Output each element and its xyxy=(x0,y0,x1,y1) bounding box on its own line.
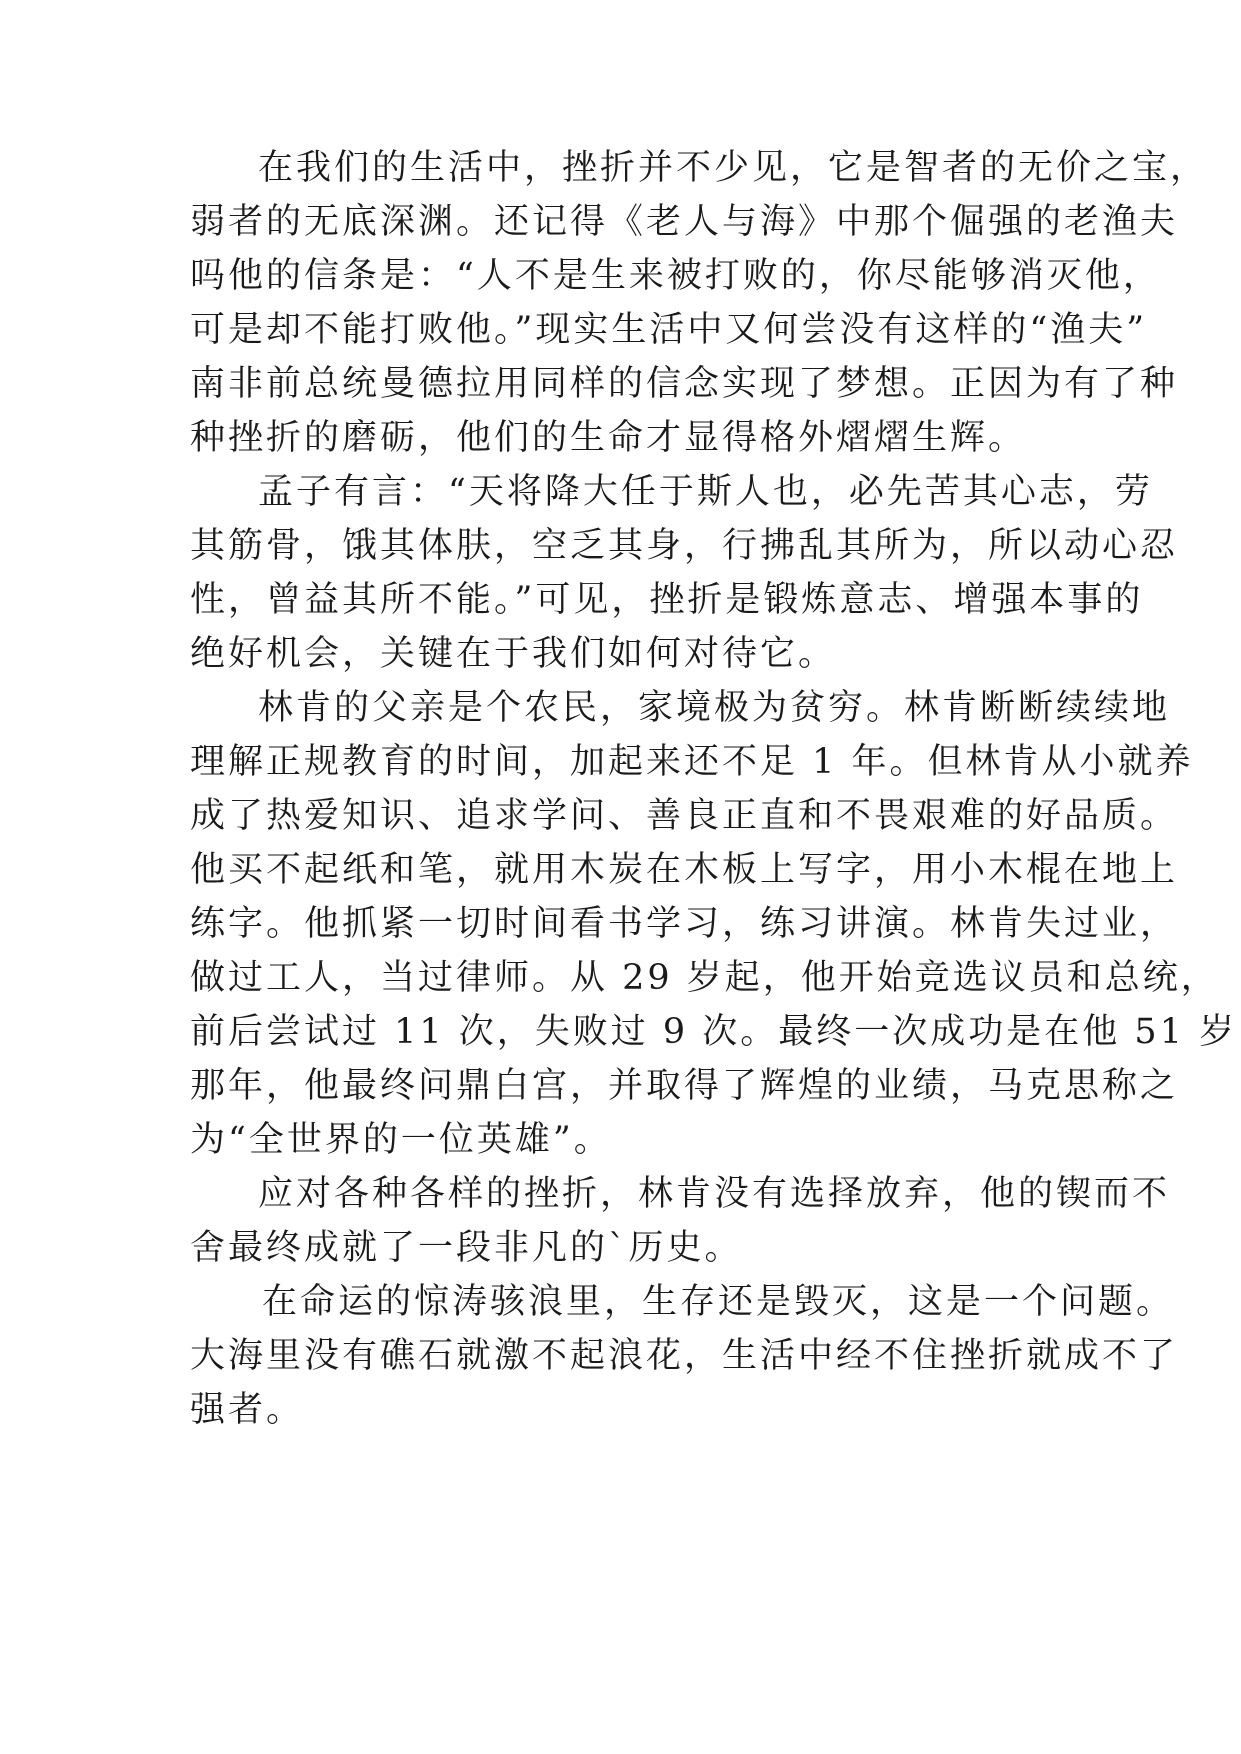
text-line: 强者。 xyxy=(190,1390,305,1430)
text-line: 理解正规教育的时间，加起来还不足 1 年。但林肯从小就养 xyxy=(190,742,1194,782)
text-line: 在我们的生活中，挫折并不少见，它是智者的无价之宝， xyxy=(258,148,1209,188)
text-line: 成了热爱知识、追求学问、善良正直和不畏艰难的好品质。 xyxy=(190,796,1179,836)
text-line: 为“全世界的一位英雄”。 xyxy=(190,1120,612,1160)
text-line: 南非前总统曼德拉用同样的信念实现了梦想。正因为有了种 xyxy=(190,364,1179,404)
text-line: 可是却不能打败他。”现实生活中又何尝没有这样的“渔夫” xyxy=(190,310,1148,350)
text-line: 孟子有言：“天将降大任于斯人也，必先苦其心志，劳 xyxy=(258,472,1153,512)
text-line: 种挫折的磨砺，他们的生命才显得格外熠熠生辉。 xyxy=(190,418,1027,458)
text-line: 做过工人，当过律师。从 29 岁起，他开始竞选议员和总统， xyxy=(190,958,1219,998)
text-line: 练字。他抓紧一切时间看书学习，练习讲演。林肯失过业， xyxy=(190,904,1179,944)
text-line: 前后尝试过 11 次，失败过 9 次。最终一次成功是在他 51 岁 xyxy=(190,1012,1238,1052)
text-line: 在命运的惊涛骇浪里，生存还是毁灭，这是一个问题。 xyxy=(262,1282,1175,1322)
text-line: 吗他的信条是：“人不是生来被打败的，你尽能够消灭他， xyxy=(190,256,1161,296)
text-line: 绝好机会，关键在于我们如何对待它。 xyxy=(190,634,837,674)
text-line: 性，曾益其所不能。”可见，挫折是锻炼意志、增强本事的 xyxy=(190,580,1144,620)
text-line: 其筋骨，饿其体肤，空乏其身，行拂乱其所为，所以动心忍 xyxy=(190,526,1179,566)
text-line: 应对各种各样的挫折，林肯没有选择放弃，他的锲而不 xyxy=(258,1174,1171,1214)
text-line: 那年，他最终问鼎白宫，并取得了辉煌的业绩，马克思称之 xyxy=(190,1066,1179,1106)
text-line: 大海里没有礁石就激不起浪花，生活中经不住挫折就成不了 xyxy=(190,1336,1179,1376)
text-line: 林肯的父亲是个农民，家境极为贫穷。林肯断断续续地 xyxy=(258,688,1171,728)
text-line: 他买不起纸和笔，就用木炭在木板上写字，用小木棍在地上 xyxy=(190,850,1179,890)
text-line: 舍最终成就了一段非凡的`历史。 xyxy=(190,1228,743,1268)
text-line: 弱者的无底深渊。还记得《老人与海》中那个倔强的老渔夫 xyxy=(190,202,1179,242)
